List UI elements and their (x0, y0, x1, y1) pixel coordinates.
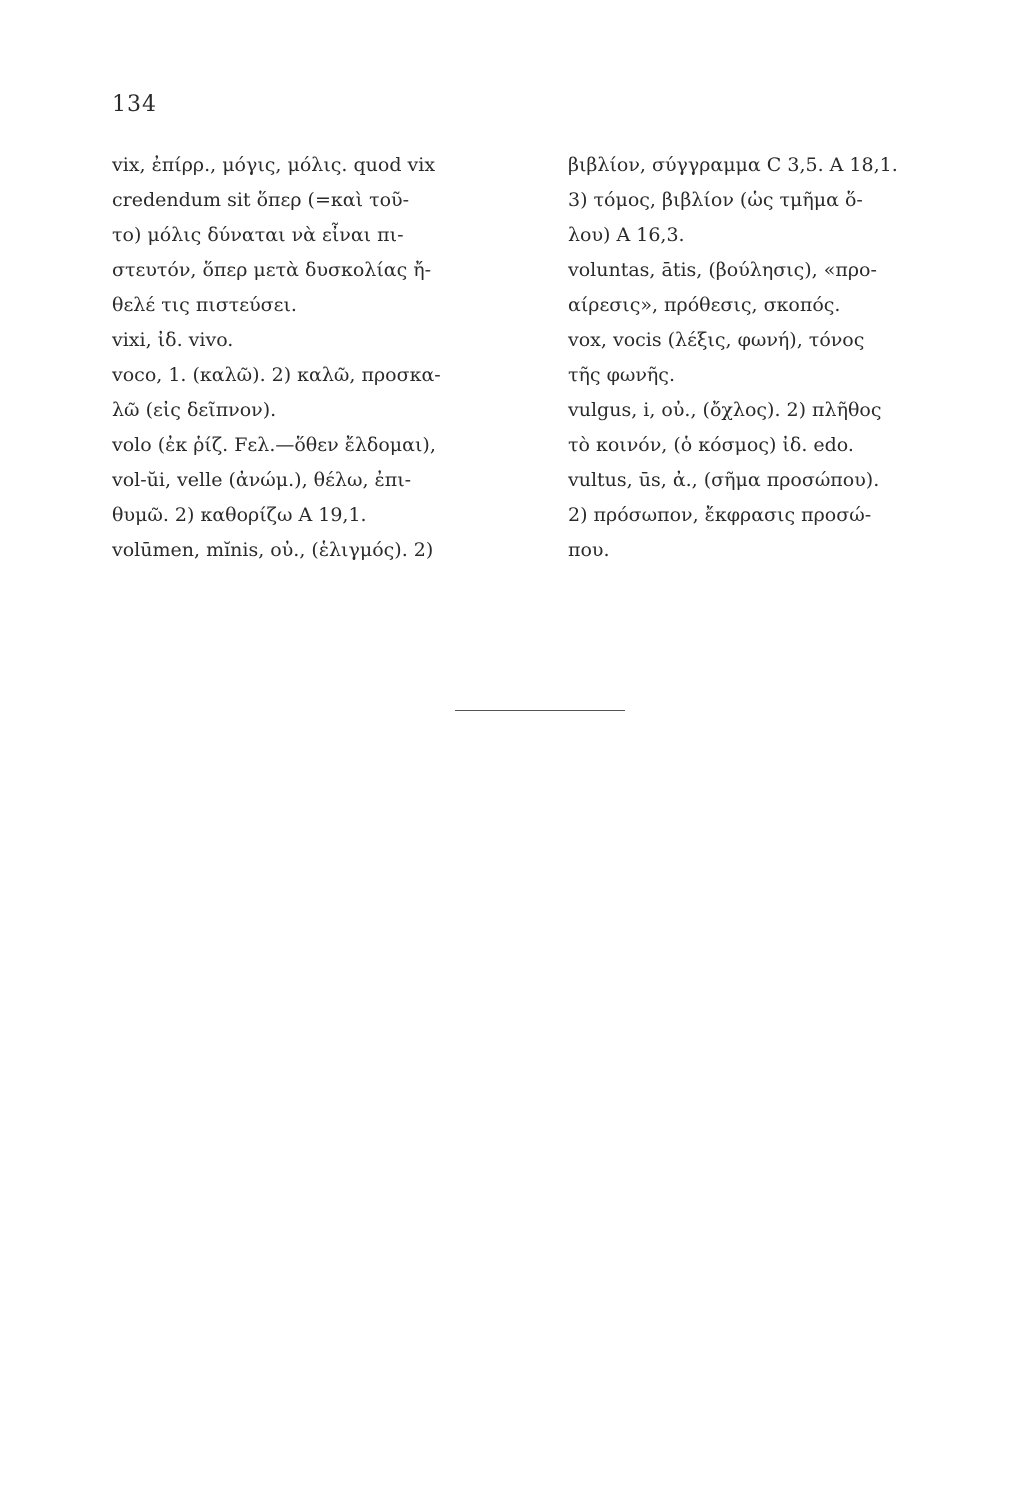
text-line: 3) τόμος, βιβλίον (ὡς τμῆμα ὅ- (568, 189, 863, 211)
text-line: vox, vocis (λέξις, φωνή), τόνος (568, 329, 865, 351)
text-line: που. (568, 539, 610, 561)
text-line: βιβλίον, σύγγραμμα C 3,5. A 18,1. (568, 154, 898, 176)
text-line: voluntas, ātis, (βούλησις), «προ- (568, 259, 877, 281)
text-line: volo (ἐκ ῥίζ. Fελ.—ὅθεν ἔλδομαι), (112, 434, 436, 456)
text-line: θυμῶ. 2) καθορίζω Α 19,1. (112, 504, 367, 526)
text-line: λῶ (εἰς δεῖπνον). (112, 399, 277, 421)
text-line: τὸ κοινόν, (ὁ κόσμος) ἰδ. edo. (568, 434, 854, 456)
text-line: vol-ŭi, velle (ἀνώμ.), θέλω, ἐπι- (112, 469, 412, 491)
text-line: credendum sit ὅπερ (=καὶ τοῦ- (112, 189, 409, 211)
left-column (112, 148, 542, 568)
end-divider (455, 710, 625, 711)
text-line: αίρεσις», πρόθεσις, σκοπός. (568, 294, 841, 316)
text-line: vultus, ūs, ἀ., (σῆμα προσώπου). (568, 469, 880, 491)
text-line: λου) A 16,3. (568, 224, 685, 246)
text-line: vixi, ἰδ. vivo. (112, 329, 234, 351)
text-line: voco, 1. (καλῶ). 2) καλῶ, προσκα- (112, 364, 441, 386)
text-line: 2) πρόσωπον, ἔκφρασις προσώ- (568, 504, 872, 526)
page-number: 134 (112, 92, 157, 117)
text-line: θελέ τις πιστεύσει. (112, 294, 297, 316)
text-line: στευτόν, ὅπερ μετὰ δυσκολίας ἤ- (112, 259, 432, 281)
text-line: τῆς φωνῆς. (568, 364, 675, 386)
text-line: vix, ἐπίρρ., μόγις, μόλις. quod vix (112, 154, 436, 176)
text-line: vulgus, i, οὐ., (ὄχλος). 2) πλῆθος (568, 399, 882, 421)
right-column (568, 148, 1008, 568)
text-line: volūmen, mĭnis, οὐ., (ἑλιγμός). 2) (112, 539, 434, 561)
text-line: το) μόλις δύναται νὰ εἶναι πι- (112, 224, 404, 246)
